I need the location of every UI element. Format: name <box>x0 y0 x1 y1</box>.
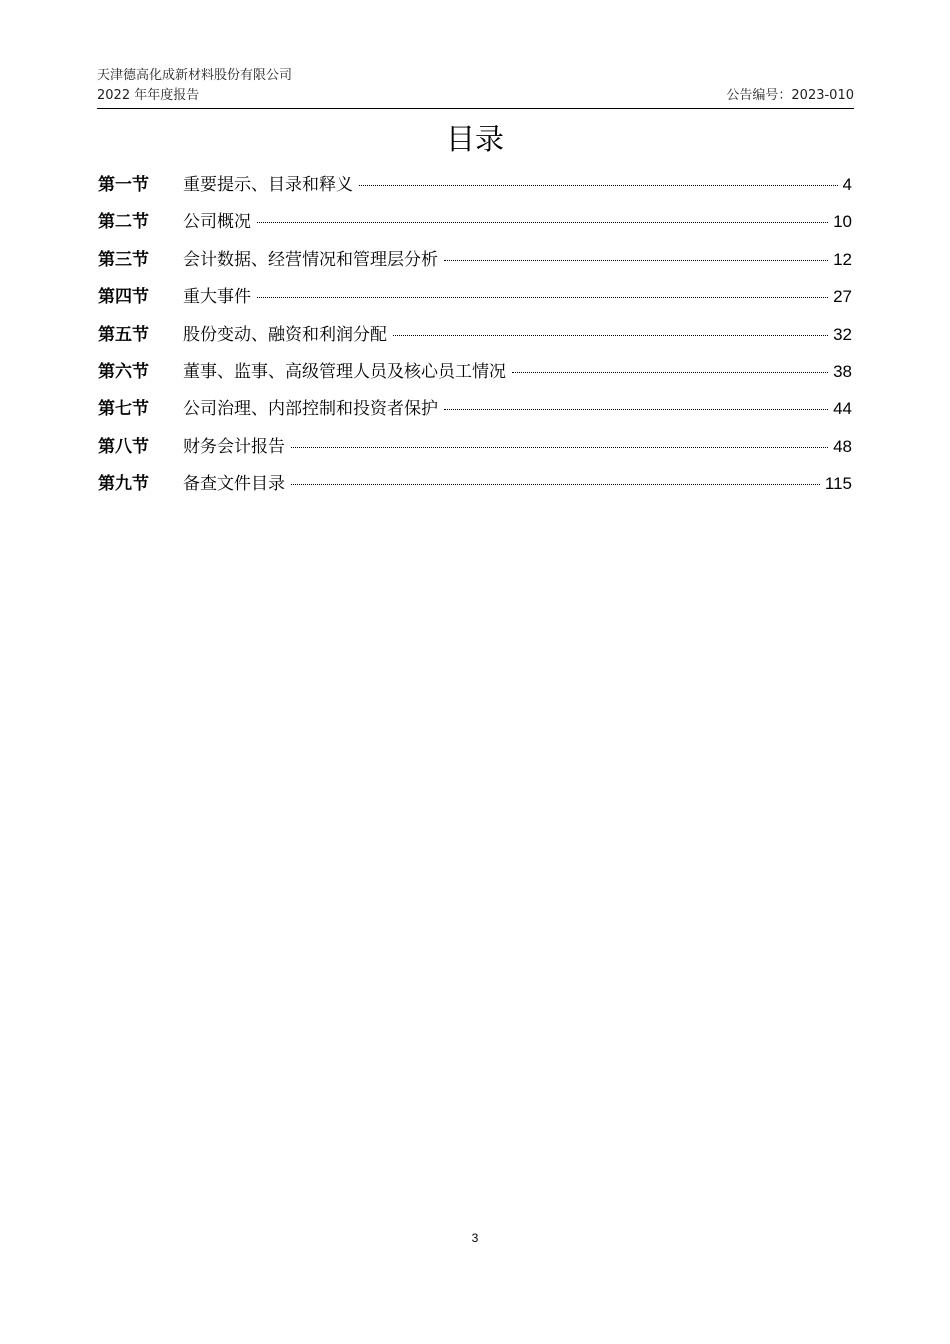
toc-section-title: 财务会计报告 <box>183 436 285 457</box>
toc-section-title: 重要提示、目录和释义 <box>183 175 353 195</box>
toc-page-number: 10 <box>833 212 852 232</box>
toc-list <box>98 166 852 503</box>
toc-section-number: 第一节 <box>98 175 149 195</box>
toc-dot-leader <box>291 484 820 485</box>
toc-dot-leader <box>359 185 838 186</box>
toc-title: 目录 <box>445 122 504 156</box>
toc-page-number: 4 <box>842 175 852 194</box>
page-header <box>97 66 854 109</box>
toc-entry-4[interactable] <box>98 278 852 315</box>
toc-page-number: 12 <box>833 249 852 269</box>
toc-section-title: 备查文件目录 <box>183 474 285 495</box>
toc-section-title: 重大事件 <box>183 287 251 308</box>
toc-entry-1[interactable] <box>98 166 852 203</box>
toc-section-title: 董事、监事、高级管理人员及核心员工情况 <box>183 361 506 382</box>
toc-section-title: 公司治理、内部控制和投资者保护 <box>183 399 438 420</box>
toc-page-number: 27 <box>833 287 852 307</box>
toc-section-number: 第九节 <box>98 474 149 495</box>
toc-entry-7[interactable] <box>98 390 852 427</box>
toc-entry-3[interactable] <box>98 241 852 278</box>
toc-dot-leader <box>512 372 828 373</box>
toc-entry-9[interactable] <box>98 465 852 502</box>
toc-page-number: 44 <box>833 399 852 419</box>
toc-section-number: 第二节 <box>98 212 149 233</box>
toc-section-title: 公司概况 <box>183 212 251 233</box>
toc-dot-leader <box>393 335 828 336</box>
toc-section-number: 第三节 <box>98 249 149 270</box>
toc-entry-6[interactable] <box>98 353 852 390</box>
toc-page-number: 38 <box>833 361 852 381</box>
toc-entry-2[interactable] <box>98 203 852 240</box>
toc-page-number: 115 <box>824 474 852 494</box>
toc-dot-leader <box>444 260 828 261</box>
toc-section-number: 第七节 <box>98 399 149 420</box>
company-name: 天津德高化成新材料股份有限公司 <box>97 68 293 83</box>
toc-section-number: 第四节 <box>98 287 149 308</box>
toc-section-title: 会计数据、经营情况和管理层分析 <box>183 249 438 270</box>
report-year: 2022 年年度报告 <box>97 88 200 103</box>
toc-entry-8[interactable] <box>98 428 852 465</box>
toc-dot-leader <box>257 222 828 223</box>
toc-entry-5[interactable] <box>98 316 852 353</box>
toc-section-title: 股份变动、融资和利润分配 <box>183 324 387 345</box>
toc-section-number: 第六节 <box>98 361 149 382</box>
toc-page-number: 48 <box>833 436 852 456</box>
toc-dot-leader <box>291 447 828 448</box>
footer-page-number: 3 <box>471 1231 479 1245</box>
toc-dot-leader <box>444 409 828 410</box>
toc-page-number: 32 <box>833 324 852 344</box>
toc-dot-leader <box>257 297 828 298</box>
toc-section-number: 第八节 <box>98 436 149 457</box>
announcement-number: 公告编号：2023-010 <box>726 88 854 103</box>
toc-section-number: 第五节 <box>98 324 149 345</box>
